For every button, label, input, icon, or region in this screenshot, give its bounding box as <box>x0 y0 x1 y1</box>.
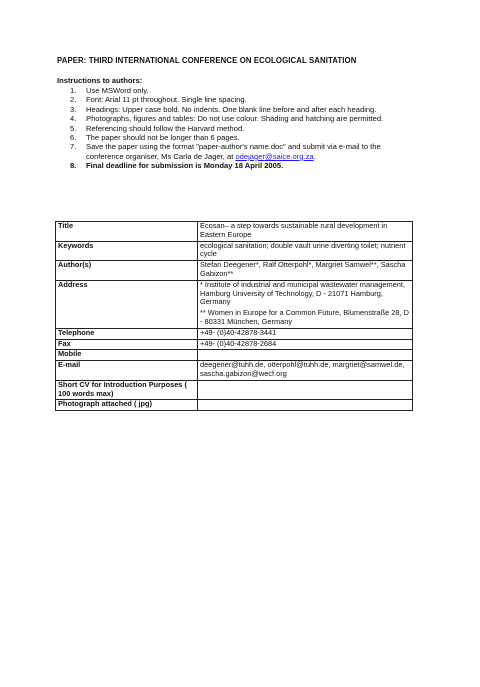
row-label-photograph: Photograph attached ( jpg) <box>56 400 198 411</box>
table-row <box>56 339 413 350</box>
instruction-text: The paper should not be longer than 6 pages. <box>86 133 240 143</box>
row-label-short-cv: Short CV for Introduction Purposes ( 100 words max) <box>56 380 198 400</box>
row-label-keywords: Keywords <box>56 241 198 261</box>
row-value-fax: +49- (0)40-42878-2684 <box>198 339 413 350</box>
author-info-table <box>55 221 413 411</box>
table-row <box>56 241 413 261</box>
row-value-email: deegener@tuhh.de, otterpohl@tuhh.de, margriet@samwel.de, sascha.gabizon@wecf.org <box>198 361 413 381</box>
row-value-authors: Stefan Deegener*, Ralf Otterpohl*, Margriet Samwel**, Sascha Gabizon** <box>198 261 413 281</box>
row-value-short-cv <box>198 380 413 400</box>
list-item: 6. The paper should not be longer than 6 pages. <box>70 133 240 143</box>
list-item: 2. Font: Arial 11 pt throughout. Single line spacing. <box>70 95 247 105</box>
table-row <box>56 261 413 281</box>
instructions-heading: Instructions to authors: <box>57 76 143 85</box>
row-value-address: * Institute of industrial and municipal wastewater management, Hamburg University of Technology, D - 21071 Hamburg, Germany ** Women in Europe for a Common Future, Blumenstraße 28, D - 80331 München, Germany <box>198 280 413 328</box>
list-item: 3. Headings: Upper case bold. No indents. One blank line before and after each heading. <box>70 104 377 114</box>
row-label-fax: Fax <box>56 339 198 350</box>
instruction-text: Font: Arial 11 pt throughout. Single line spacing. <box>86 95 247 105</box>
table-row <box>56 380 413 400</box>
list-item: 1. Use MSWord only. <box>70 86 149 95</box>
instruction-text: Headings: Upper case bold. No indents. One blank line before and after each heading. <box>86 104 377 114</box>
row-label-title: Title <box>56 222 198 242</box>
table-row <box>56 328 413 339</box>
table-row <box>56 280 413 328</box>
instruction-text: Photographs, figures and tables: Do not use colour. Shading and hatching are permitted. <box>86 114 384 124</box>
table-row <box>56 361 413 381</box>
instruction-text: Save the paper using the format "paper-author's name.doc" and submit via e-mail to the conference organiser, Ms Carla de Jager, at <box>86 142 381 161</box>
organiser-email-link[interactable]: odejager@saice.org.za <box>235 151 314 161</box>
instruction-text: Use MSWord only. <box>86 86 149 95</box>
table-row <box>56 222 413 242</box>
page-title: PAPER: THIRD INTERNATIONAL CONFERENCE ON ECOLOGICAL SANITATION <box>57 56 357 65</box>
table-row <box>56 400 413 411</box>
row-value-mobile <box>198 350 413 361</box>
instructions-list <box>57 86 417 171</box>
row-value-title: Ecosan– a step towards sustainable rural development in Eastern Europe <box>198 222 413 242</box>
row-label-authors: Author(s) <box>56 261 198 281</box>
list-item: 4. Photographs, figures and tables: Do not use colour. Shading and hatching are permitted. <box>70 114 384 124</box>
row-value-telephone: +49- (0)40-42878-3441 <box>198 328 413 339</box>
list-item: 8. Final deadline for submission is Monday 18 April 2005. <box>70 161 284 171</box>
row-label-telephone: Telephone <box>56 328 198 339</box>
list-item: 7. Save the paper using the format "paper-author's name.doc" and submit via e-mail to the conference organiser, Ms Carla de Jager, at odejager@saice.org.za. <box>70 142 381 161</box>
row-value-photograph <box>198 400 413 411</box>
row-label-address: Address <box>56 280 198 328</box>
row-label-mobile: Mobile <box>56 350 198 361</box>
table-row <box>56 350 413 361</box>
row-value-keywords: ecological sanitation; double vault urine diverting toilet; nutrient cycle <box>198 241 413 261</box>
instruction-text: Referencing should follow the Harvard method. <box>86 123 245 133</box>
instruction-text: Final deadline for submission is Monday 18 April 2005. <box>86 161 284 171</box>
row-label-email: E-mail <box>56 361 198 381</box>
list-item: 5. Referencing should follow the Harvard method. <box>70 123 245 133</box>
